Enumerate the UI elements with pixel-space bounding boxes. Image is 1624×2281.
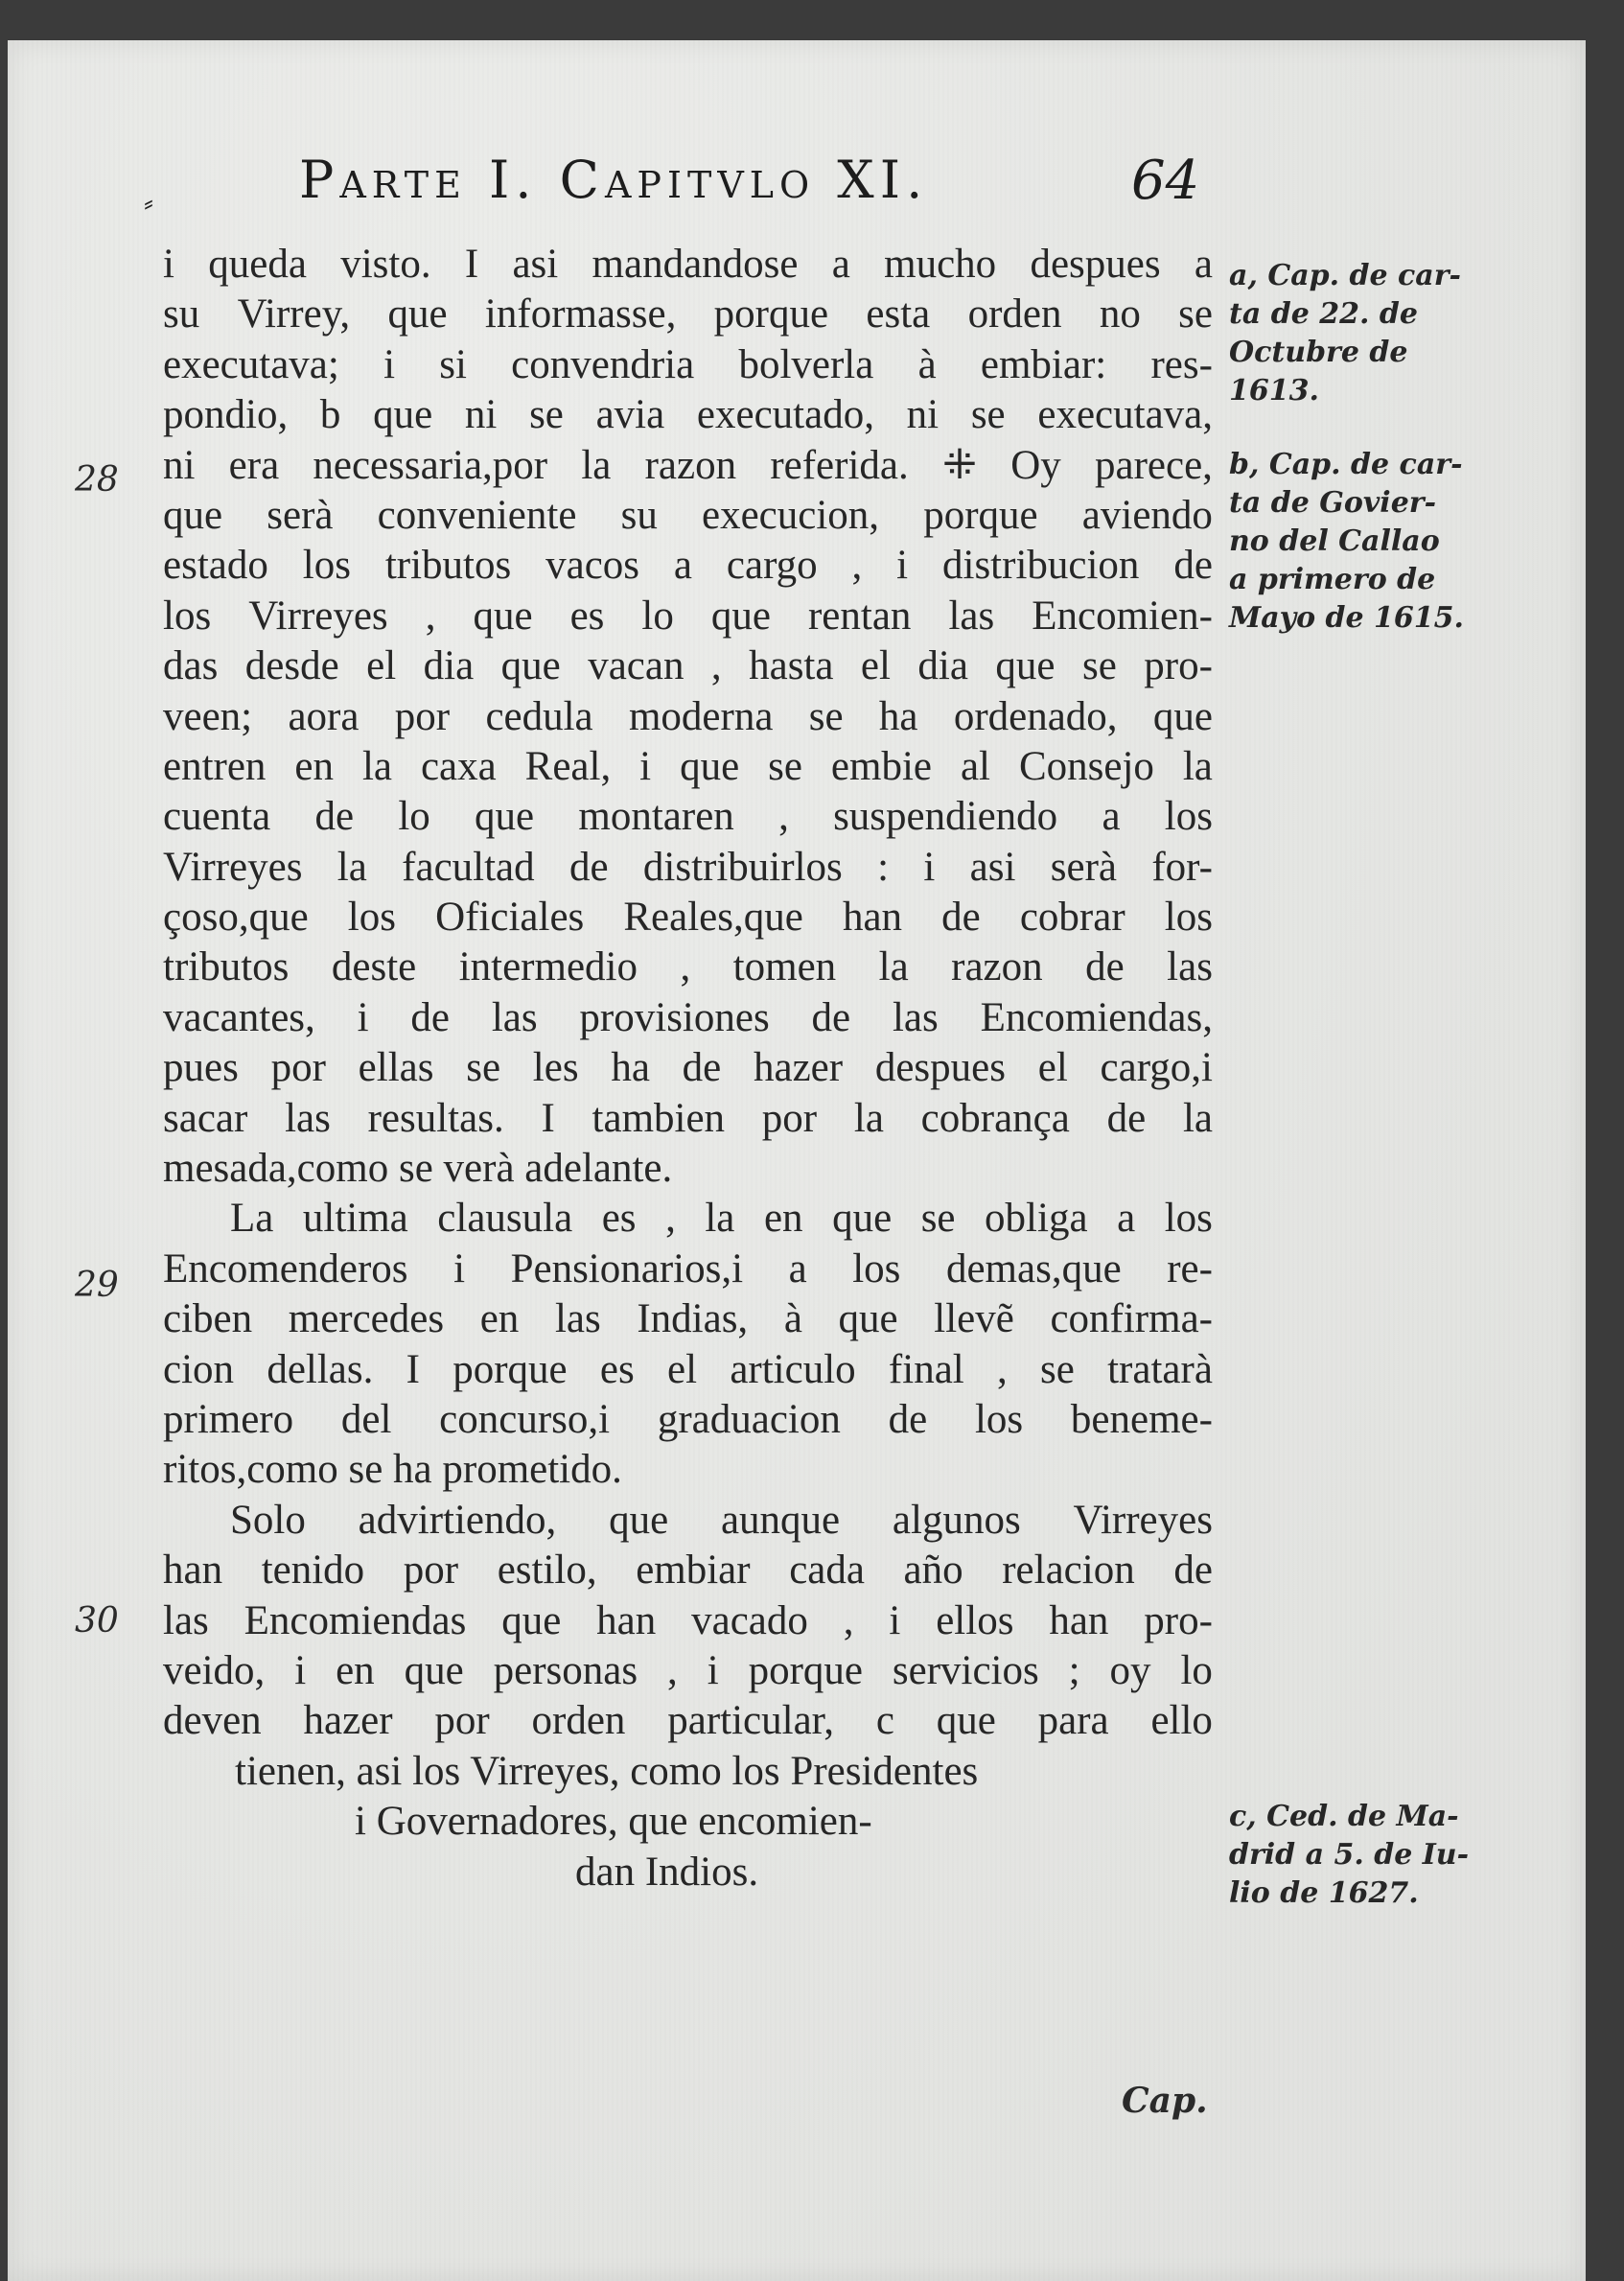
main-text-column [163,240,1218,1897]
margin-note-a: a, Cap. de car- ta de 22. de Octubre de 1613. [1229,259,1461,407]
page-title: Parte I. Capitvlo XI. [299,150,929,210]
text-line: Encomenderos i Pensionarios,i a los demas,que re- [163,1245,1213,1292]
text-line: çoso,que los Oficiales Reales,que han de cobrar los [163,895,1213,941]
text-line: veido, i en que personas , i porque servicios ; oy lo [163,1647,1213,1693]
text-line: Virreyes la facultad de distribuirlos : i asi serà for- [163,844,1213,890]
text-line: tributos deste intermedio , tomen la razon de las [163,944,1213,990]
text-line: sacar las resultas. I tambien por la cobrança de la [163,1095,1213,1141]
text-line: primero del concurso,i graduacion de los beneme- [163,1396,1213,1442]
text-line: cion dellas. I porque es el articulo final , se tratarà [163,1346,1213,1392]
text-line: vacantes, i de las provisiones de las Encomiendas, [163,994,1213,1040]
text-line: que serà conveniente su execucion, porque aviendo [163,492,1213,538]
text-line: i queda visto. I asi mandandose a mucho despues a [163,242,1213,287]
text-line: ciben mercedes en las Indias, à que llevẽ confirma- [163,1296,1213,1342]
text-line: los Virreyes , que es lo que rentan las Encomien- [163,593,1213,639]
text-line: das desde el dia que vacan , hasta el dia que se pro- [163,643,1213,689]
text-line: Solo advirtiendo, que aunque algunos Virreyes [230,1497,1213,1543]
text-line: i Governadores, que encomien- [355,1799,872,1845]
paragraph-number-28: 28 [75,460,119,500]
text-line: executava; i si convendria bolverla à embiar: res- [163,341,1213,387]
text-line: deven hazer por orden particular, c que para ello [163,1698,1213,1744]
text-line: ni era necessaria,por la razon referida. ⁜ Oy parece, [163,442,1213,488]
text-line: han tenido por estilo, embiar cada año relacion de [163,1548,1213,1594]
text-line: dan Indios. [575,1849,759,1895]
paragraph-number-29: 29 [75,1266,119,1305]
paragraph-number-30: 30 [75,1601,119,1641]
running-header [144,144,1208,221]
text-line: ritos,como se ha prometido. [163,1447,622,1493]
margin-note-b: b, Cap. de car- ta de Govier- no del Callao a primero de Mayo de 1615. [1229,448,1464,635]
text-line: La ultima clausula es , la en que se obliga a los [230,1196,1213,1242]
catchword: Cap. [1122,2081,1208,2121]
text-line: estado los tributos vacos a cargo , i distribucion de [163,543,1213,589]
text-line: veen; aora por cedula moderna se ha ordenado, que [163,693,1213,739]
text-line: pues por ellas se les ha de hazer despues el cargo,i [163,1045,1213,1091]
text-line: tienen, asi los Virreyes, como los Presidentes [235,1748,979,1794]
margin-note-c: c, Ced. de Ma- drid a 5. de Iu- lio de 1627. [1229,1800,1470,1910]
page-number: 64 [1131,150,1200,212]
text-line: su Virrey, que informasse, porque esta orden no se [163,291,1213,337]
text-line: entren en la caxa Real, i que se embie al Consejo la [163,743,1213,789]
text-line: las Encomiendas que han vacado , i ellos han pro- [163,1597,1213,1643]
header-mark: ⸗ [144,186,153,220]
text-line: mesada,como se verà adelante. [163,1146,673,1192]
text-line: cuenta de lo que montaren , suspendiendo a los [163,794,1213,840]
text-line: pondio, b que ni se avia executado, ni se executava, [163,392,1213,438]
